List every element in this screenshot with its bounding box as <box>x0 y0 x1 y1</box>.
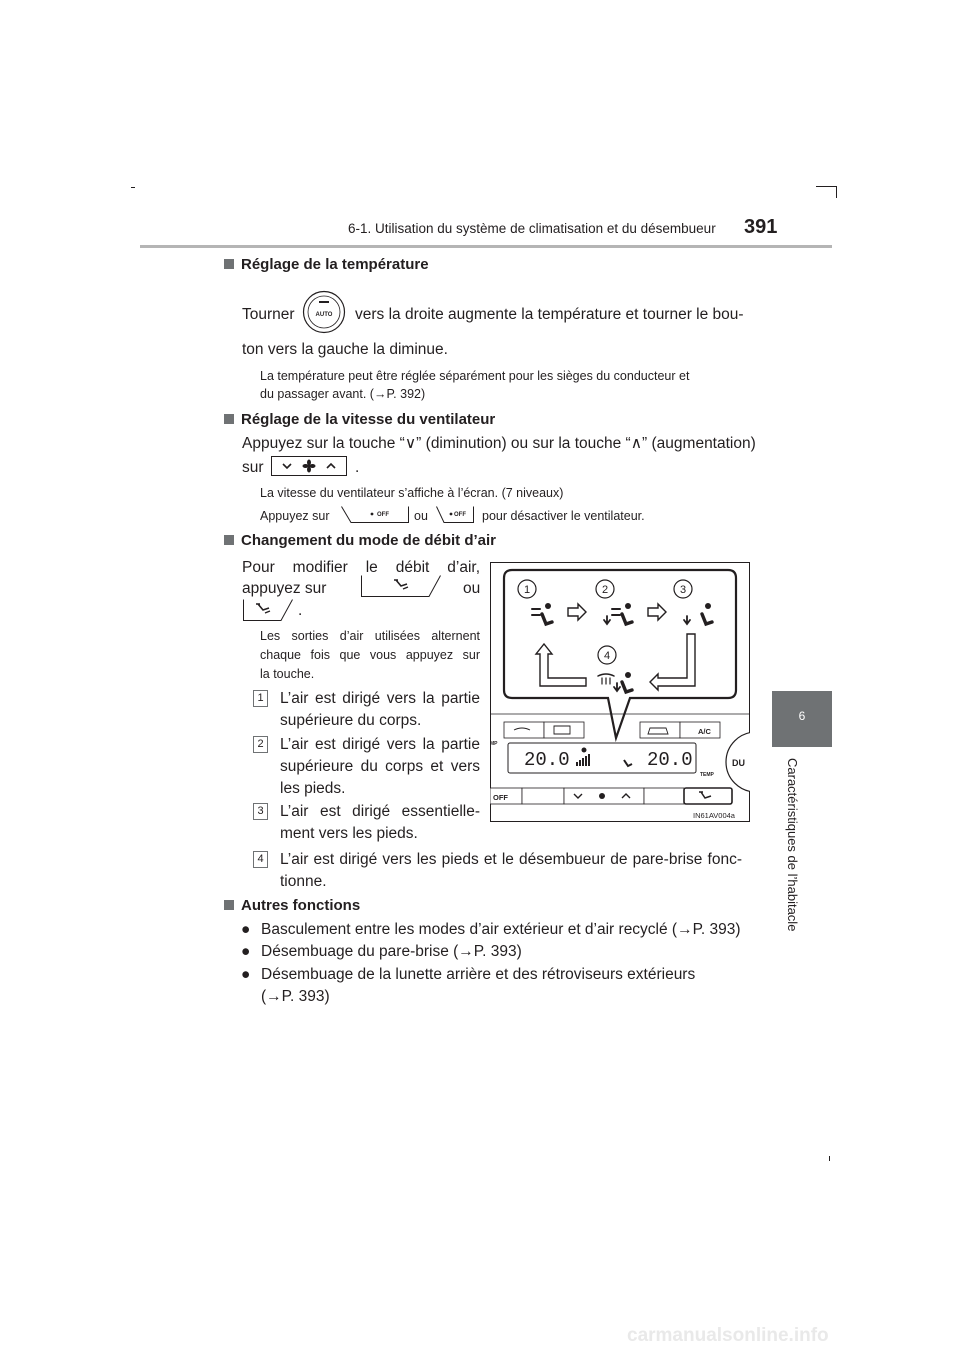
temperature-line1-before: Tourner <box>242 306 295 323</box>
figure-code: IN61AV004a <box>693 811 735 820</box>
section-heading-other: Autres fonctions <box>224 897 360 914</box>
airflow-line3-after: . <box>298 602 303 619</box>
off-label: OFF <box>454 512 466 518</box>
fan-line1: Appuyez sur la touche “∨” (diminution) ou sur la touche “∧” (augmentation) <box>242 435 756 452</box>
callout-2 <box>596 580 614 598</box>
airflow-figure <box>490 562 750 822</box>
square-bullet-icon <box>224 535 234 545</box>
fan-line2-after: . <box>355 459 360 476</box>
off-label: OFF <box>377 512 389 518</box>
item-2-line2: supérieure du corps et vers <box>280 758 480 775</box>
knob-du-label: DU <box>732 758 745 768</box>
ac-label: A/C <box>698 727 711 736</box>
auto-knob-icon <box>302 290 346 334</box>
section-heading-temperature: Réglage de la température <box>224 256 429 273</box>
item-number-2: 2 <box>253 736 268 753</box>
svg-text:2: 2 <box>601 584 609 596</box>
temperature-note-line2: du passager avant. (→P. 392) <box>260 387 426 401</box>
fan-line2-before: sur <box>242 459 264 476</box>
fan-note2-mid: ou <box>414 509 428 523</box>
item-4-line2: tionne. <box>280 873 327 890</box>
airflow-note-line3: la touche. <box>260 667 315 681</box>
airflow-mode-button-icon <box>243 599 293 621</box>
svg-text:3: 3 <box>679 584 687 596</box>
auto-knob-label: AUTO <box>315 312 333 318</box>
section-heading-fan: Réglage de la vitesse du ventilateur <box>224 411 495 428</box>
callout-3 <box>674 580 692 598</box>
fan-note2-before: Appuyez sur <box>260 509 330 523</box>
square-bullet-icon <box>224 900 234 910</box>
bullet-dot-icon: ● <box>241 943 251 960</box>
item-2-line1: L’air est dirigé vers la partie <box>280 736 480 753</box>
airflow-diagram <box>490 562 750 822</box>
item-number-3: 3 <box>253 803 268 820</box>
off-label: OFF <box>493 793 508 802</box>
callout-4 <box>598 646 616 664</box>
crop-mark <box>816 186 837 187</box>
display-temp-left: 20.0 <box>524 749 570 771</box>
item-4-line1: L’air est dirigé vers les pieds et le désembueur de pare-brise fonc- <box>280 851 742 868</box>
other-bullet-2: Désembuage du pare-brise (→P. 393) <box>261 943 522 960</box>
crop-mark <box>836 186 837 198</box>
svg-text:1: 1 <box>523 584 531 596</box>
airflow-note-line2: chaque fois que vous appuyez sur <box>260 648 480 662</box>
item-number-1: 1 <box>253 690 268 707</box>
mp-label: MP <box>490 741 498 747</box>
other-bullet-3: Désembuage de la lunette arrière et des rétroviseurs extérieurs <box>261 966 696 983</box>
item-1-line1: L’air est dirigé vers la partie <box>280 690 480 707</box>
fan-off-button-icon <box>436 506 474 523</box>
item-2-line3: les pieds. <box>280 780 346 797</box>
airflow-line2-after: ou <box>463 580 481 597</box>
item-3-line2: ment vers les pieds. <box>280 825 418 842</box>
fan-off-button-icon <box>341 506 409 523</box>
fan-note2-after: pour désactiver le ventilateur. <box>482 509 645 523</box>
crop-mark <box>131 187 135 188</box>
airflow-line2-before: appuyez sur <box>242 580 327 597</box>
temperature-line2: ton vers la gauche la diminue. <box>242 341 448 358</box>
fan-speed-button-icon <box>271 456 347 476</box>
square-bullet-icon <box>224 414 234 424</box>
header-rule <box>140 245 832 248</box>
section-title: 6-1. Utilisation du système de climatisation et du désembueur <box>348 221 716 236</box>
square-bullet-icon <box>224 259 234 269</box>
chapter-number: 6 <box>798 709 806 723</box>
airflow-note-line1: Les sorties d’air utilisées alternent <box>260 629 480 643</box>
other-bullet-1: Basculement entre les modes d’air extérieur et d’air recyclé (→P. 393) <box>261 921 741 938</box>
crop-mark <box>829 1156 830 1161</box>
svg-text:4: 4 <box>603 650 611 662</box>
callout-1 <box>518 580 536 598</box>
bullet-dot-icon: ● <box>241 966 251 983</box>
page-number: 391 <box>744 216 778 238</box>
item-1-line2: supérieure du corps. <box>280 712 422 729</box>
fan-note1: La vitesse du ventilateur s’affiche à l’écran. (7 niveaux) <box>260 486 564 500</box>
item-3-line1: L’air est dirigé essentielle- <box>280 803 480 820</box>
other-bullet-3-line2: (→P. 393) <box>261 988 330 1005</box>
display-temp-right: 20.0 <box>647 749 693 771</box>
chapter-title: Caractéristiques de l’habitacle <box>785 758 800 932</box>
item-number-4: 4 <box>253 851 268 868</box>
airflow-mode-button-icon <box>361 575 441 597</box>
temp-label: TEMP <box>700 772 714 778</box>
temperature-note-line1: La température peut être réglée séparément pour les sièges du conducteur et <box>260 369 690 383</box>
watermark: carmanualsonline.info <box>627 1325 829 1346</box>
section-heading-airflow: Changement du mode de débit d’air <box>224 532 496 549</box>
bullet-dot-icon: ● <box>241 921 251 938</box>
temperature-line1-after: vers la droite augmente la température et tourner le bou- <box>355 306 744 323</box>
airflow-line1: Pour modifier le débit d’air, <box>242 559 480 576</box>
